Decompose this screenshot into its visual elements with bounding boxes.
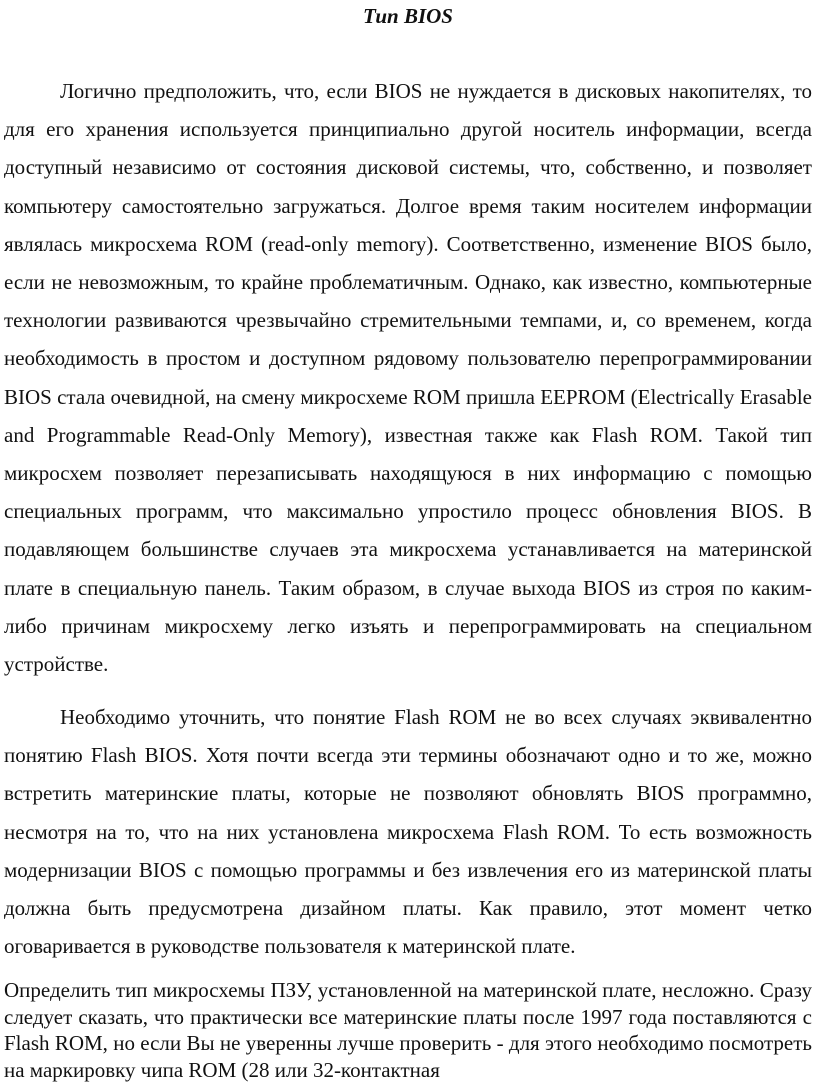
document-title: Тип BIOS <box>363 4 453 28</box>
paragraph-bios-storage <box>4 72 812 683</box>
paragraph-text: Определить тип микросхемы ПЗУ, установленной на материнской плате, несложно. Сразу следует сказать, что практически все материнские платы после 1997 года поставляются с Flash ROM, но если Вы не уверенны лучше проверить - для этого необходимо посмотреть на маркировку чипа ROM (28 или 32-контактная <box>4 978 812 1082</box>
paragraph-rom-type-detection <box>4 977 812 1083</box>
paragraph-text: Логично предположить, что, если BIOS не нуждается в дисковых накопителях, то для его хранения используется принципиально другой носитель информации, всегда доступный независимо от состояния дисковой системы, что, собственно, и позволяет компьютеру самостоятельно загружаться. Долгое время таким носителем информации являлась микросхема ROM (read-only memory). Соответственно, изменение BIOS было, если не невозможным, то крайне проблематичным. Однако, как известно, компьютерные технологии развиваются чрезвычайно стремительными темпами, и, со временем, когда необходимость в простом и доступном рядовому пользователю перепрограммировании BIOS стала очевидной, на смену микросхеме ROM пришла EEPROM (Electrically Erasable and Programmable Read-Only Memory), известная также как Flash ROM. Такой тип микросхем позволяет перезаписывать находящуюся в них информацию с помощью специальных программ, что максимально упростило процесс обновления BIOS. В подавляющем большинстве случаев эта микросхема устанавливается на материнской плате в специальную панель. Таким образом, в случае выхода BIOS из строя по каким-либо причинам микросхему легко изъять и перепрограммировать на специальном устройстве. <box>4 79 812 677</box>
paragraph-flash-rom-vs-flash-bios <box>4 698 812 965</box>
paragraph-text: Необходимо уточнить, что понятие Flash ROM не во всех случаях эквивалентно понятию Flash BIOS. Хотя почти всегда эти термины обозначают одно и то же, можно встретить материнские платы, которые не позволяют обновлять BIOS программно, несмотря на то, что на них установлена микросхема Flash ROM. То есть возможность модернизации BIOS с помощью программы и без извлечения его из материнской платы должна быть предусмотрена дизайном платы. Как правило, этот момент четко оговаривается в руководстве пользователя к материнской плате. <box>4 705 812 959</box>
